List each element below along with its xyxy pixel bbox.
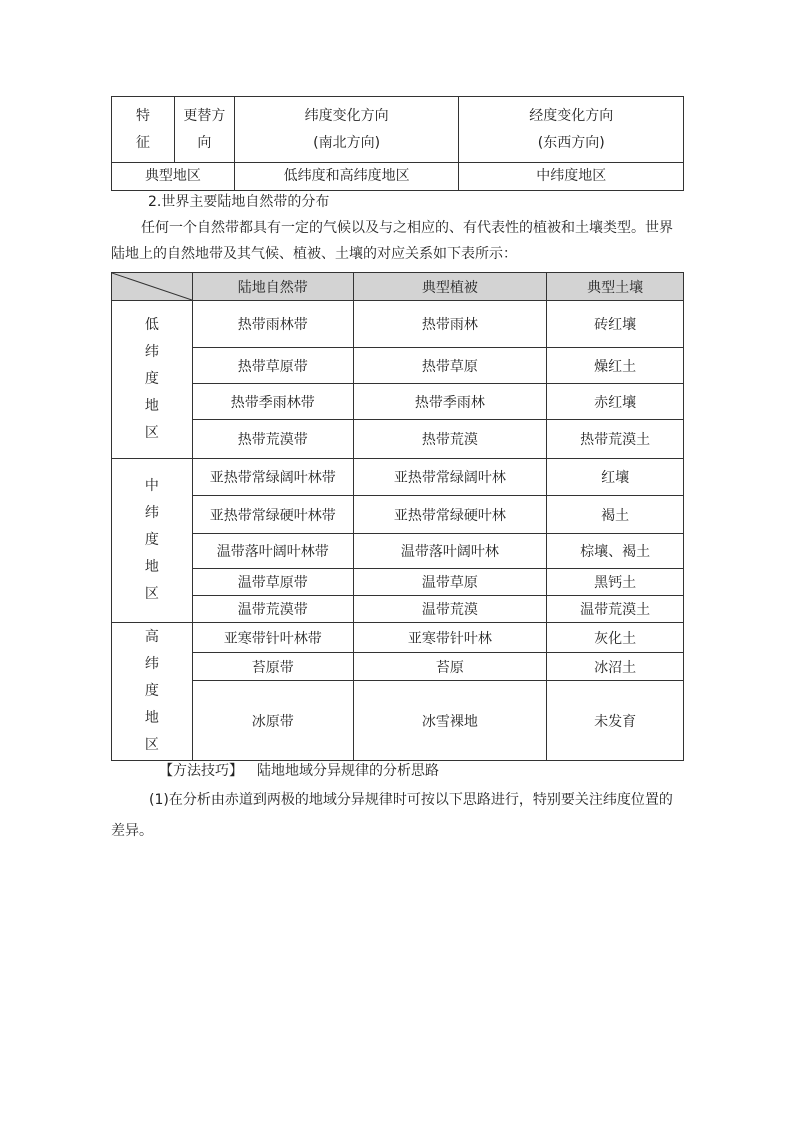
replace-direction-label: 更替方向 xyxy=(174,97,234,163)
vegetation-cell: 亚热带常绿硬叶林 xyxy=(353,496,547,534)
soil-cell: 燥红土 xyxy=(547,348,684,384)
zone-label-char: 纬 xyxy=(144,505,159,521)
feature-label: 特征 xyxy=(112,97,175,163)
soil-cell: 红壤 xyxy=(547,459,684,496)
natural-zone-cell: 热带荒漠带 xyxy=(192,420,353,459)
longitude-direction: 经度变化方向 xyxy=(529,107,614,124)
natural-zone-cell: 温带落叶阔叶林带 xyxy=(192,534,353,569)
vegetation-cell: 苔原 xyxy=(353,653,547,681)
latitude-region: 低纬度和高纬度地区 xyxy=(234,163,459,191)
zone-label xyxy=(112,459,193,623)
vegetation-cell: 热带草原 xyxy=(353,348,547,384)
soil-cell: 褐土 xyxy=(547,496,684,534)
vegetation-cell: 亚热带常绿阔叶林 xyxy=(353,459,547,496)
table-row xyxy=(112,653,684,681)
zone-label-char: 纬 xyxy=(144,344,159,360)
section-title: 2.世界主要陆地自然带的分布 xyxy=(148,194,330,210)
method-topic: 陆地地域分异规律的分析思路 xyxy=(257,763,439,779)
zone-label-char: 度 xyxy=(144,371,159,387)
soil-cell: 冰沼土 xyxy=(547,653,684,681)
zone-label-char: 地 xyxy=(144,559,159,575)
vegetation-cell: 温带落叶阔叶林 xyxy=(353,534,547,569)
table-row xyxy=(112,348,684,384)
vegetation-cell: 热带雨林 xyxy=(353,301,547,348)
zone-label-char: 区 xyxy=(144,425,159,441)
table-row xyxy=(112,496,684,534)
table-row xyxy=(112,681,684,761)
zone-label-char: 区 xyxy=(144,586,159,602)
diagonal-line xyxy=(112,273,192,300)
longitude-direction-cell xyxy=(459,97,684,163)
zone-label xyxy=(112,301,193,459)
natural-zone-cell: 热带季雨林带 xyxy=(192,384,353,420)
natural-zone-cell: 热带雨林带 xyxy=(192,301,353,348)
header-natural-zone: 陆地自然带 xyxy=(192,273,353,301)
header-soil: 典型土壤 xyxy=(547,273,684,301)
natural-zone-cell: 苔原带 xyxy=(192,653,353,681)
zone-label xyxy=(112,623,193,761)
typical-region-label: 典型地区 xyxy=(112,163,235,191)
vegetation-cell: 热带季雨林 xyxy=(353,384,547,420)
zone-label-char: 度 xyxy=(144,683,159,699)
latitude-direction: 纬度变化方向 xyxy=(304,107,389,124)
table-row xyxy=(112,301,684,348)
diagonal-header-cell xyxy=(112,273,193,301)
table-row xyxy=(112,420,684,459)
natural-zone-cell: 亚热带常绿硬叶林带 xyxy=(192,496,353,534)
zone-label-char: 高 xyxy=(144,629,159,645)
latitude-direction-sub: (南北方向) xyxy=(313,134,381,151)
longitude-direction-sub: (东西方向) xyxy=(537,134,605,151)
soil-cell: 未发育 xyxy=(547,681,684,761)
zone-label-char: 低 xyxy=(144,317,159,333)
table-row xyxy=(112,596,684,623)
soil-cell: 灰化土 xyxy=(547,623,684,653)
longitude-region: 中纬度地区 xyxy=(459,163,684,191)
header-vegetation: 典型植被 xyxy=(353,273,547,301)
zone-label-char: 纬 xyxy=(144,656,159,672)
natural-zone-cell: 亚寒带针叶林带 xyxy=(192,623,353,653)
zone-label-char: 地 xyxy=(144,398,159,414)
method-title: 【方法技巧】 xyxy=(159,763,243,779)
zone-label-char: 中 xyxy=(144,478,159,494)
table-row xyxy=(112,534,684,569)
soil-cell: 温带荒漠土 xyxy=(547,596,684,623)
zone-label-char: 度 xyxy=(144,532,159,548)
table-row xyxy=(112,459,684,496)
intro-paragraph: 任何一个自然带都具有一定的气候以及与之相应的、有代表性的植被和土壤类型。世界陆地上的自然地带及其气候、植被、土壤的对应关系如下表所示： xyxy=(111,220,673,262)
natural-zone-cell: 冰原带 xyxy=(192,681,353,761)
vegetation-cell: 温带荒漠 xyxy=(353,596,547,623)
method-paragraph xyxy=(111,758,685,784)
natural-zone-comparison-table xyxy=(111,96,684,191)
land-natural-zone-table xyxy=(111,272,684,761)
soil-cell: 热带荒漠土 xyxy=(547,420,684,459)
method-text: (1)在分析由赤道到两极的地域分异规律时可按以下思路进行，特别要关注纬度位置的差异。 xyxy=(111,792,673,839)
table-row xyxy=(112,569,684,596)
vegetation-cell: 冰雪裸地 xyxy=(353,681,547,761)
natural-zone-cell: 温带荒漠带 xyxy=(192,596,353,623)
vegetation-cell: 亚寒带针叶林 xyxy=(353,623,547,653)
soil-cell: 黑钙土 xyxy=(547,569,684,596)
soil-cell: 砖红壤 xyxy=(547,301,684,348)
zone-label-char: 地 xyxy=(144,710,159,726)
soil-cell: 棕壤、褐土 xyxy=(547,534,684,569)
soil-cell: 赤红壤 xyxy=(547,384,684,420)
vegetation-cell: 温带草原 xyxy=(353,569,547,596)
table-row xyxy=(112,384,684,420)
latitude-direction-cell xyxy=(234,97,459,163)
natural-zone-cell: 热带草原带 xyxy=(192,348,353,384)
natural-zone-cell: 亚热带常绿阔叶林带 xyxy=(192,459,353,496)
vegetation-cell: 热带荒漠 xyxy=(353,420,547,459)
table-row xyxy=(112,623,684,653)
natural-zone-cell: 温带草原带 xyxy=(192,569,353,596)
zone-label-char: 区 xyxy=(144,737,159,753)
